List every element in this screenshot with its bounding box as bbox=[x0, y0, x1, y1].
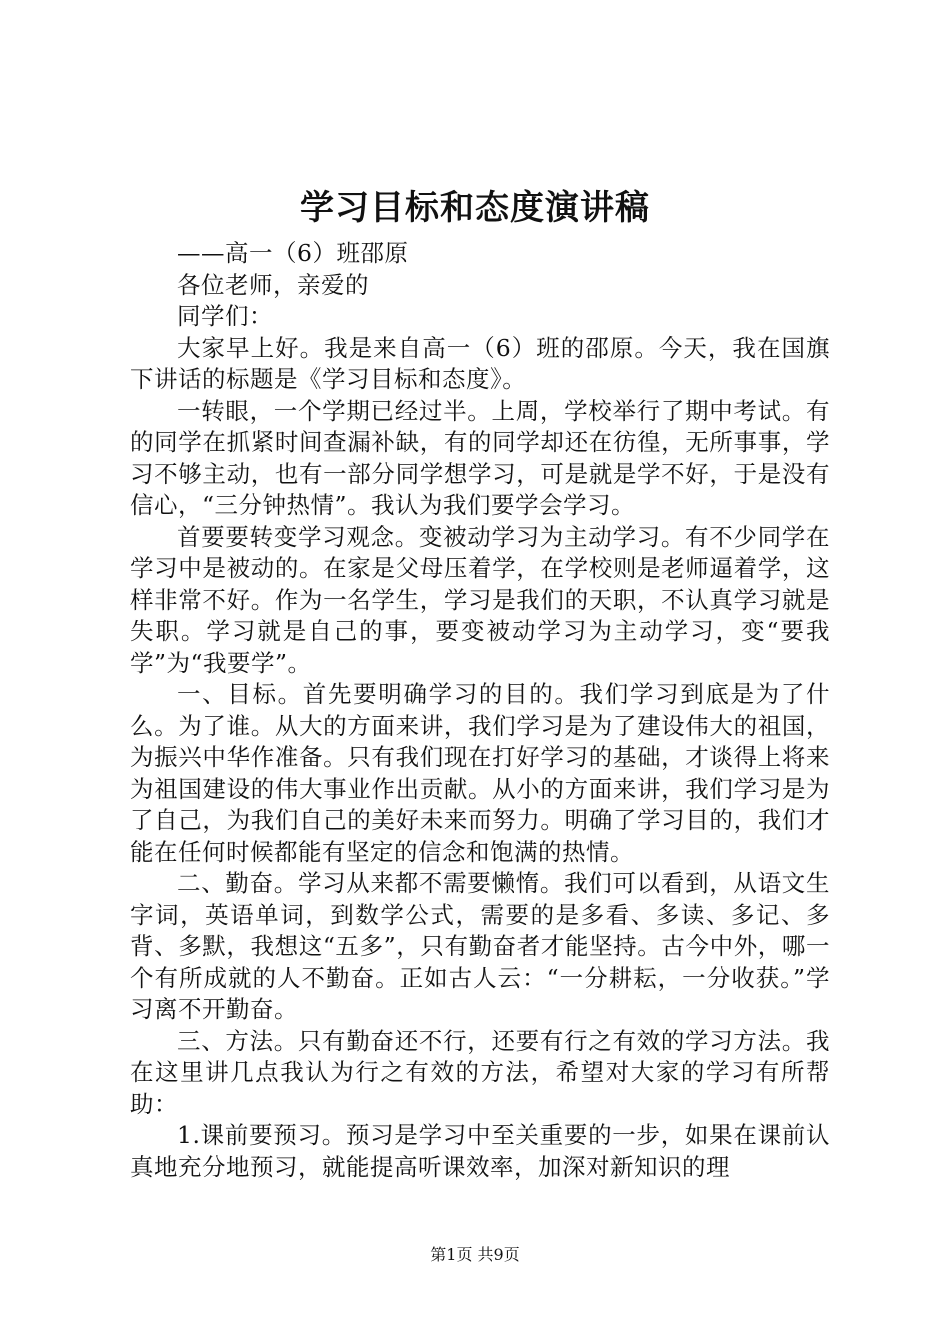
byline: ——高一（6）班邵原 bbox=[177, 239, 409, 267]
paragraph-method: 三、方法。只有勤奋还不行，还要有行之有效的学习方法。我在这里讲几点我认为行之有效的方法，希望对大家的学习有所帮助： bbox=[130, 1026, 830, 1118]
paragraph-diligence: 二、勤奋。学习从来都不需要懒惰。我们可以看到，从语文生字词，英语单词，到数学公式，需要的是多看、多读、多记、多背、多默，我想这“五多”，只有勤奋者才能坚持。古今中外，哪一个有所成就的人不勤奋。正如古人云：“一分耕耘，一分收获。”学习离不开勤奋。 bbox=[130, 869, 830, 1023]
salutation-line-2: 同学们： bbox=[177, 302, 273, 330]
salutation-line-1: 各位老师，亲爱的 bbox=[177, 270, 369, 299]
paragraph-intro: 一转眼，一个学期已经过半。上周，学校举行了期中考试。有的同学在抓紧时间查漏补缺，有的同学却还在彷徨，无所事事，学习不够主动，也有一部分同学想学习，可是就是学不好，于是没有信心，“三分钟热情”。我认为我们要学会学习。 bbox=[130, 396, 830, 519]
paragraph-attitude: 首要要转变学习观念。变被动学习为主动学习。有不少同学在学习中是被动的。在家是父母压着学，在学校则是老师逼着学，这样非常不好。作为一名学生，学习是我们的天职，不认真学习就是失职。学习就是自己的事，要变被动学习为主动学习，变“要我学”为“我要学”。 bbox=[130, 522, 830, 677]
page-title: 学习目标和态度演讲稿 bbox=[300, 188, 650, 228]
paragraph-greeting: 大家早上好。我是来自高一（6）班的邵原。今天，我在国旗下讲话的标题是《学习目标和态度》。 bbox=[130, 333, 830, 393]
paragraph-preview: 1.课前要预习。预习是学习中至关重要的一步，如果在课前认真地充分地预习，就能提高听课效率，加深对新知识的理 bbox=[130, 1121, 830, 1181]
page-footer: 第1页 共9页 bbox=[430, 1245, 520, 1264]
document-body bbox=[130, 238, 830, 1183]
paragraph-goal: 一、目标。首先要明确学习的目的。我们学习到底是为了什么。为了谁。从大的方面来讲，我们学习是为了建设伟大的祖国，为振兴中华作准备。只有我们现在打好学习的基础，才谈得上将来为祖国建设的伟大事业作出贡献。从小的方面来讲，我们学习是为了自己，为我们自己的美好未来而努力。明确了学习目的，我们才能在任何时候都能有坚定的信念和饱满的热情。 bbox=[130, 680, 830, 866]
